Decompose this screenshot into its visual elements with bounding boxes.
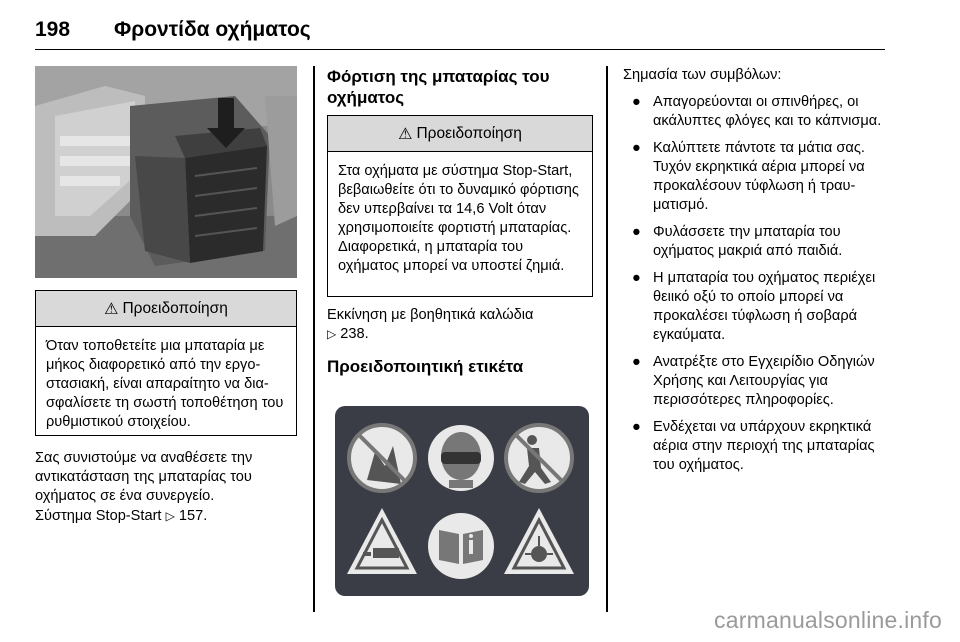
recommendation-paragraph: Σας συνιστούμε να αναθέσετε την αντικατάσταση της μπαταρίας του οχήματος σε ένα συνεργείο. (35, 450, 253, 504)
warning-box-middle (327, 115, 593, 297)
keep-children-away-icon (506, 425, 572, 491)
warning-icon: ⚠ (104, 300, 119, 318)
reference-text: Σύστημα Stop-Start (35, 508, 162, 524)
warning-title: Προειδοποίηση (122, 299, 228, 317)
page-title: Φροντίδα οχήματος (114, 18, 311, 41)
reference-page: 157. (174, 508, 208, 524)
column-divider-right (606, 66, 608, 612)
bullet-icon: ● (632, 419, 641, 435)
bullet-icon: ● (632, 270, 641, 286)
warning-header (328, 116, 592, 152)
reference-text: Εκκίνηση με βοηθητικά καλώδια (327, 307, 534, 323)
page-number: 198 (35, 18, 71, 41)
warning-header (36, 291, 296, 327)
list-item: ● Καλύπτετε πάντοτε τα μάτια σας. Τυχόν εκρηκτικά αέρια μπορεί να προκαλέσουν τύφλωση ή τραυματισμό. (632, 140, 865, 213)
warning-text: Όταν τοποθετείτε μια μπαταρία με μήκος διαφορετικό από την εργοστασιακή, είναι απαραίτητο να διασφαλίσετε τη σωστή τοποθέτηση του ρυθμιστικού στοιχείου. (46, 338, 284, 430)
bullet-icon: ● (632, 94, 641, 110)
reference-page: 238. (336, 326, 369, 342)
warning-box-left (35, 290, 297, 436)
symbols-intro: Σημασία των συμβόλων: (623, 67, 782, 83)
list-item: ● Η μπαταρία του οχήματος περιέχει θειικό οξύ το οποίο μπορεί να προκαλέσει τύφλωση ή σοβαρά εγκαύματα. (632, 270, 876, 343)
list-item: ● Ανατρέξτε στο Εγχειρίδιο Οδηγιών Χρήσης και Λειτουργίας για περισσότερες πληροφορίες. (632, 354, 875, 408)
stop-start-reference: Σύστημα Stop-Start ▷ 157. (35, 508, 208, 524)
battery-warning-label (327, 388, 593, 600)
symbols-list (623, 93, 895, 483)
list-item: ● Φυλάσσετε την μπαταρία του οχήματος μακριά από παιδιά. (632, 224, 843, 259)
warning-title: Προειδοποίηση (416, 124, 522, 142)
warning-text: Στα οχήματα με σύστημα Stop-Start, βεβαιωθείτε ότι το δυναμικό φόρτισης δεν υπερβαίνει τα 14,6 Volt όταν χρησιμοποιείτε φορτιστή μπαταρίας. Διαφορετικά, η μπαταρία του οχήματος μπορεί να υποστεί ζημιά. (338, 163, 579, 274)
warning-icon: ⚠ (398, 125, 413, 143)
column-divider-left (313, 66, 315, 612)
watermark: carmanualsonline.info (714, 607, 942, 633)
bullet-icon: ● (632, 140, 641, 156)
jump-start-reference: Εκκίνηση με βοηθητικά καλώδια ▷ 238. (327, 307, 534, 342)
bullet-icon: ● (632, 224, 641, 240)
section-heading-charging: Φόρτιση της μπαταρίας του οχήματος (327, 67, 550, 107)
read-manual-icon (428, 513, 494, 579)
no-flame-icon (349, 425, 415, 491)
list-item: ● Απαγορεύονται οι σπινθήρες, οι ακάλυπτες φλόγες και το κάπνισμα. (632, 94, 882, 129)
eye-protection-icon (428, 425, 494, 491)
list-item: ● Ενδέχεται να υπάρχουν εκρηκτικά αέρια στην περιοχή της μπαταρίας του οχήματος. (632, 419, 875, 473)
section-heading-label: Προειδοποιητική ετικέτα (327, 357, 524, 376)
bullet-icon: ● (632, 354, 641, 370)
page-header (35, 12, 885, 50)
battery-photo (35, 66, 297, 278)
